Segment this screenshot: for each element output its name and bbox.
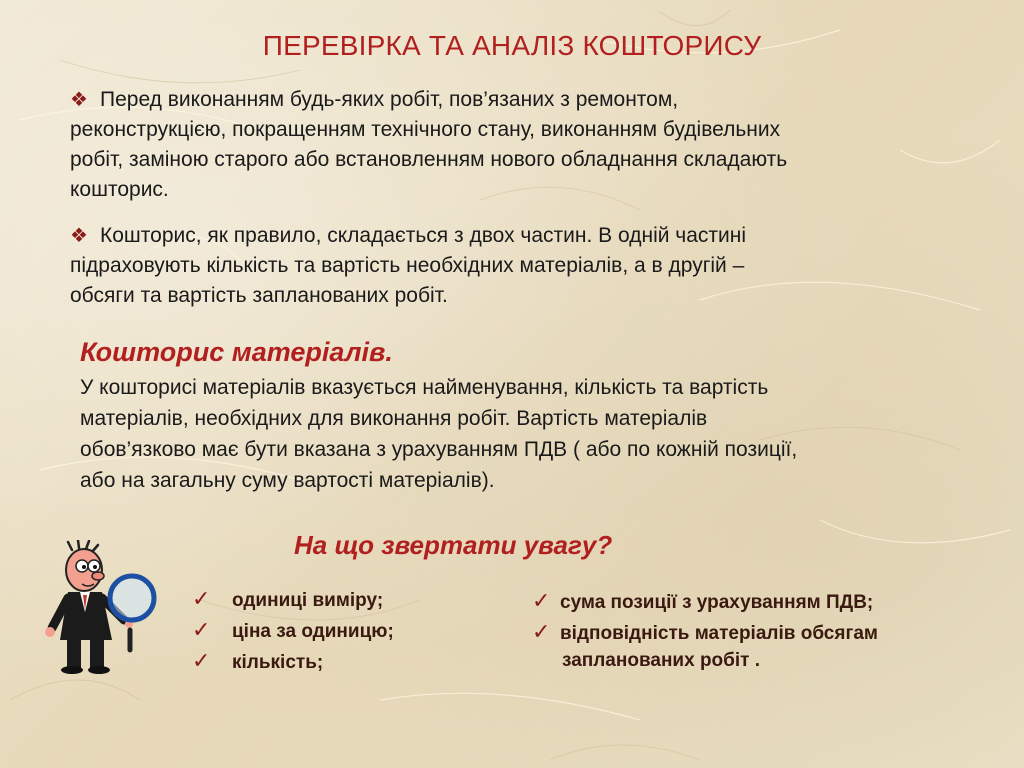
bullet-paragraph-1: [70, 85, 970, 205]
page-title: ПЕРЕВІРКА ТА АНАЛІЗ КОШТОРИСУ: [262, 30, 762, 61]
section-line-3: обов’язково має бути вказана з урахуванням ПДВ ( або по кожній позиції,: [80, 438, 798, 461]
checklist-right: [532, 588, 878, 681]
list-item-label: сума позиції з урахуванням ПДВ;: [560, 592, 874, 613]
section-line-4: або на загальну суму вартості матеріалів).: [80, 469, 495, 492]
list-item-label: відповідність матеріалів обсягам: [560, 623, 878, 644]
diamond-bullet-icon: ❖: [70, 89, 88, 111]
bullet-1-line-4: кошторис.: [70, 178, 169, 201]
section-heading: Кошторис матеріалів.: [80, 337, 393, 367]
list-item-label: запланованих робіт .: [562, 650, 761, 671]
list-item: [532, 619, 878, 650]
list-item: [192, 648, 394, 679]
bullet-paragraph-2: [70, 221, 970, 311]
checklist-left: [192, 586, 394, 679]
list-item: [192, 586, 394, 617]
magnifier-man-icon: [32, 540, 162, 675]
check-icon: ✓: [532, 619, 551, 644]
question-heading: На що звертати увагу?: [294, 530, 613, 560]
bullet-2-line-3: обсяги та вартість запланованих робіт.: [70, 284, 448, 307]
section-line-2: матеріалів, необхідних для виконання робіт. Вартість матеріалів: [80, 407, 708, 430]
bullet-1-line-1: Перед виконанням будь-яких робіт, пов’язаних з ремонтом,: [100, 88, 679, 111]
list-item: [192, 617, 394, 648]
diamond-bullet-icon: ❖: [70, 225, 88, 247]
bullet-1-line-3: робіт, заміною старого або встановленням нового обладнання складають: [70, 148, 788, 171]
bullet-2-line-2: підраховують кількість та вартість необхідних матеріалів, а в другій –: [70, 254, 745, 277]
list-item-label: кількість;: [232, 652, 324, 673]
list-item: [532, 588, 878, 619]
bullet-2-line-1: Кошторис, як правило, складається з двох частин. В одній частині: [100, 224, 747, 247]
list-item-label: ціна за одиницю;: [232, 621, 394, 642]
check-icon: ✓: [192, 617, 211, 642]
check-icon: ✓: [192, 648, 211, 673]
check-icon: ✓: [532, 588, 551, 613]
section-line-1: У кошторисі матеріалів вказується найменування, кількість та вартість: [80, 376, 769, 399]
list-item-continuation: [532, 650, 878, 681]
bullet-1-line-2: реконструкцією, покращенням технічного стану, виконанням будівельних: [70, 118, 781, 141]
section-body: [80, 372, 980, 496]
list-item-label: одиниці виміру;: [232, 590, 384, 611]
check-icon: ✓: [192, 586, 211, 611]
